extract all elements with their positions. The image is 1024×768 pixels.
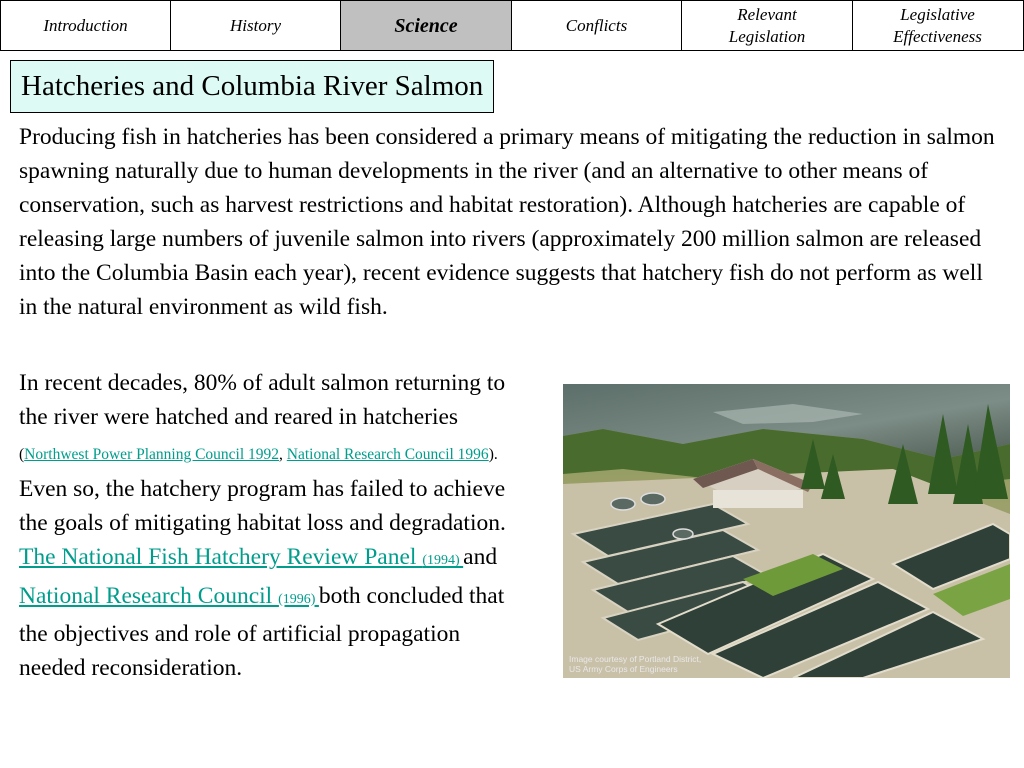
tab-introduction[interactable] xyxy=(0,0,171,51)
hatchery-photo-illustration xyxy=(563,384,1010,678)
photo-credit xyxy=(569,654,701,674)
para-text: Even so, the hatchery program has failed to achieve the goals of mitigating habitat loss and degradation. xyxy=(19,475,506,537)
para-text: and xyxy=(463,544,498,571)
tab-label: Relevant Legislation xyxy=(728,4,806,46)
photo-credit-line: US Army Corps of Engineers xyxy=(569,664,678,674)
link-national-research-council-1996[interactable]: National Research Council 1996 xyxy=(286,445,489,463)
citation-open: ( xyxy=(19,445,25,463)
tab-conflicts[interactable] xyxy=(511,0,683,51)
hatchery-aerial-photo xyxy=(563,384,1010,678)
tab-history[interactable] xyxy=(170,0,342,51)
intro-paragraph: Producing fish in hatcheries has been considered a primary means of mitigating the reduction in salmon spawning naturally due to human developments in the river (and an alternative to other means of conservation, such as harvest restrictions and habitat restoration). Although hatcheries are capable of releasing large numbers of juvenile salmon into rivers (approximately 200 million salmon are released into the Columbia Basin each year), recent evidence suggests that hatchery fish do not perform as well in the natural environment as wild fish. xyxy=(19,124,995,320)
tab-label: History xyxy=(230,15,281,35)
para-text: In recent decades, 80% of adult salmon returning to the river were hatched and reared in hatcheries xyxy=(19,370,506,431)
link-national-fish-hatchery-review-panel[interactable] xyxy=(19,544,463,570)
link-year: (1994) xyxy=(422,553,464,569)
page-title: Hatcheries and Columbia River Salmon xyxy=(10,60,494,113)
link-national-research-council[interactable] xyxy=(19,583,319,609)
link-text: The National Fish Hatchery Review Panel xyxy=(19,544,423,571)
para-text: both concluded that the objectives and role of artificial propagation needed reconsideration. xyxy=(19,582,505,682)
tab-relevant-legislation[interactable] xyxy=(681,0,853,51)
tab-label: Introduction xyxy=(43,15,128,35)
link-text: National Research Council xyxy=(19,582,279,609)
link-year: (1996) xyxy=(278,591,319,607)
tab-label: Legislative Effectiveness xyxy=(893,4,982,46)
body-paragraph xyxy=(19,366,529,686)
nav-bar xyxy=(0,0,1024,51)
tab-label: Science xyxy=(394,14,458,37)
link-northwest-power-planning-council[interactable]: Northwest Power Planning Council 1992 xyxy=(24,445,280,463)
citation-separator: , xyxy=(279,445,287,463)
tab-science[interactable] xyxy=(340,0,512,51)
tab-legislative-effectiveness[interactable] xyxy=(852,0,1024,51)
photo-credit-line: Image courtesy of Portland District, xyxy=(569,654,702,664)
citation-close: ). xyxy=(488,445,498,463)
tab-label: Conflicts xyxy=(565,15,628,35)
